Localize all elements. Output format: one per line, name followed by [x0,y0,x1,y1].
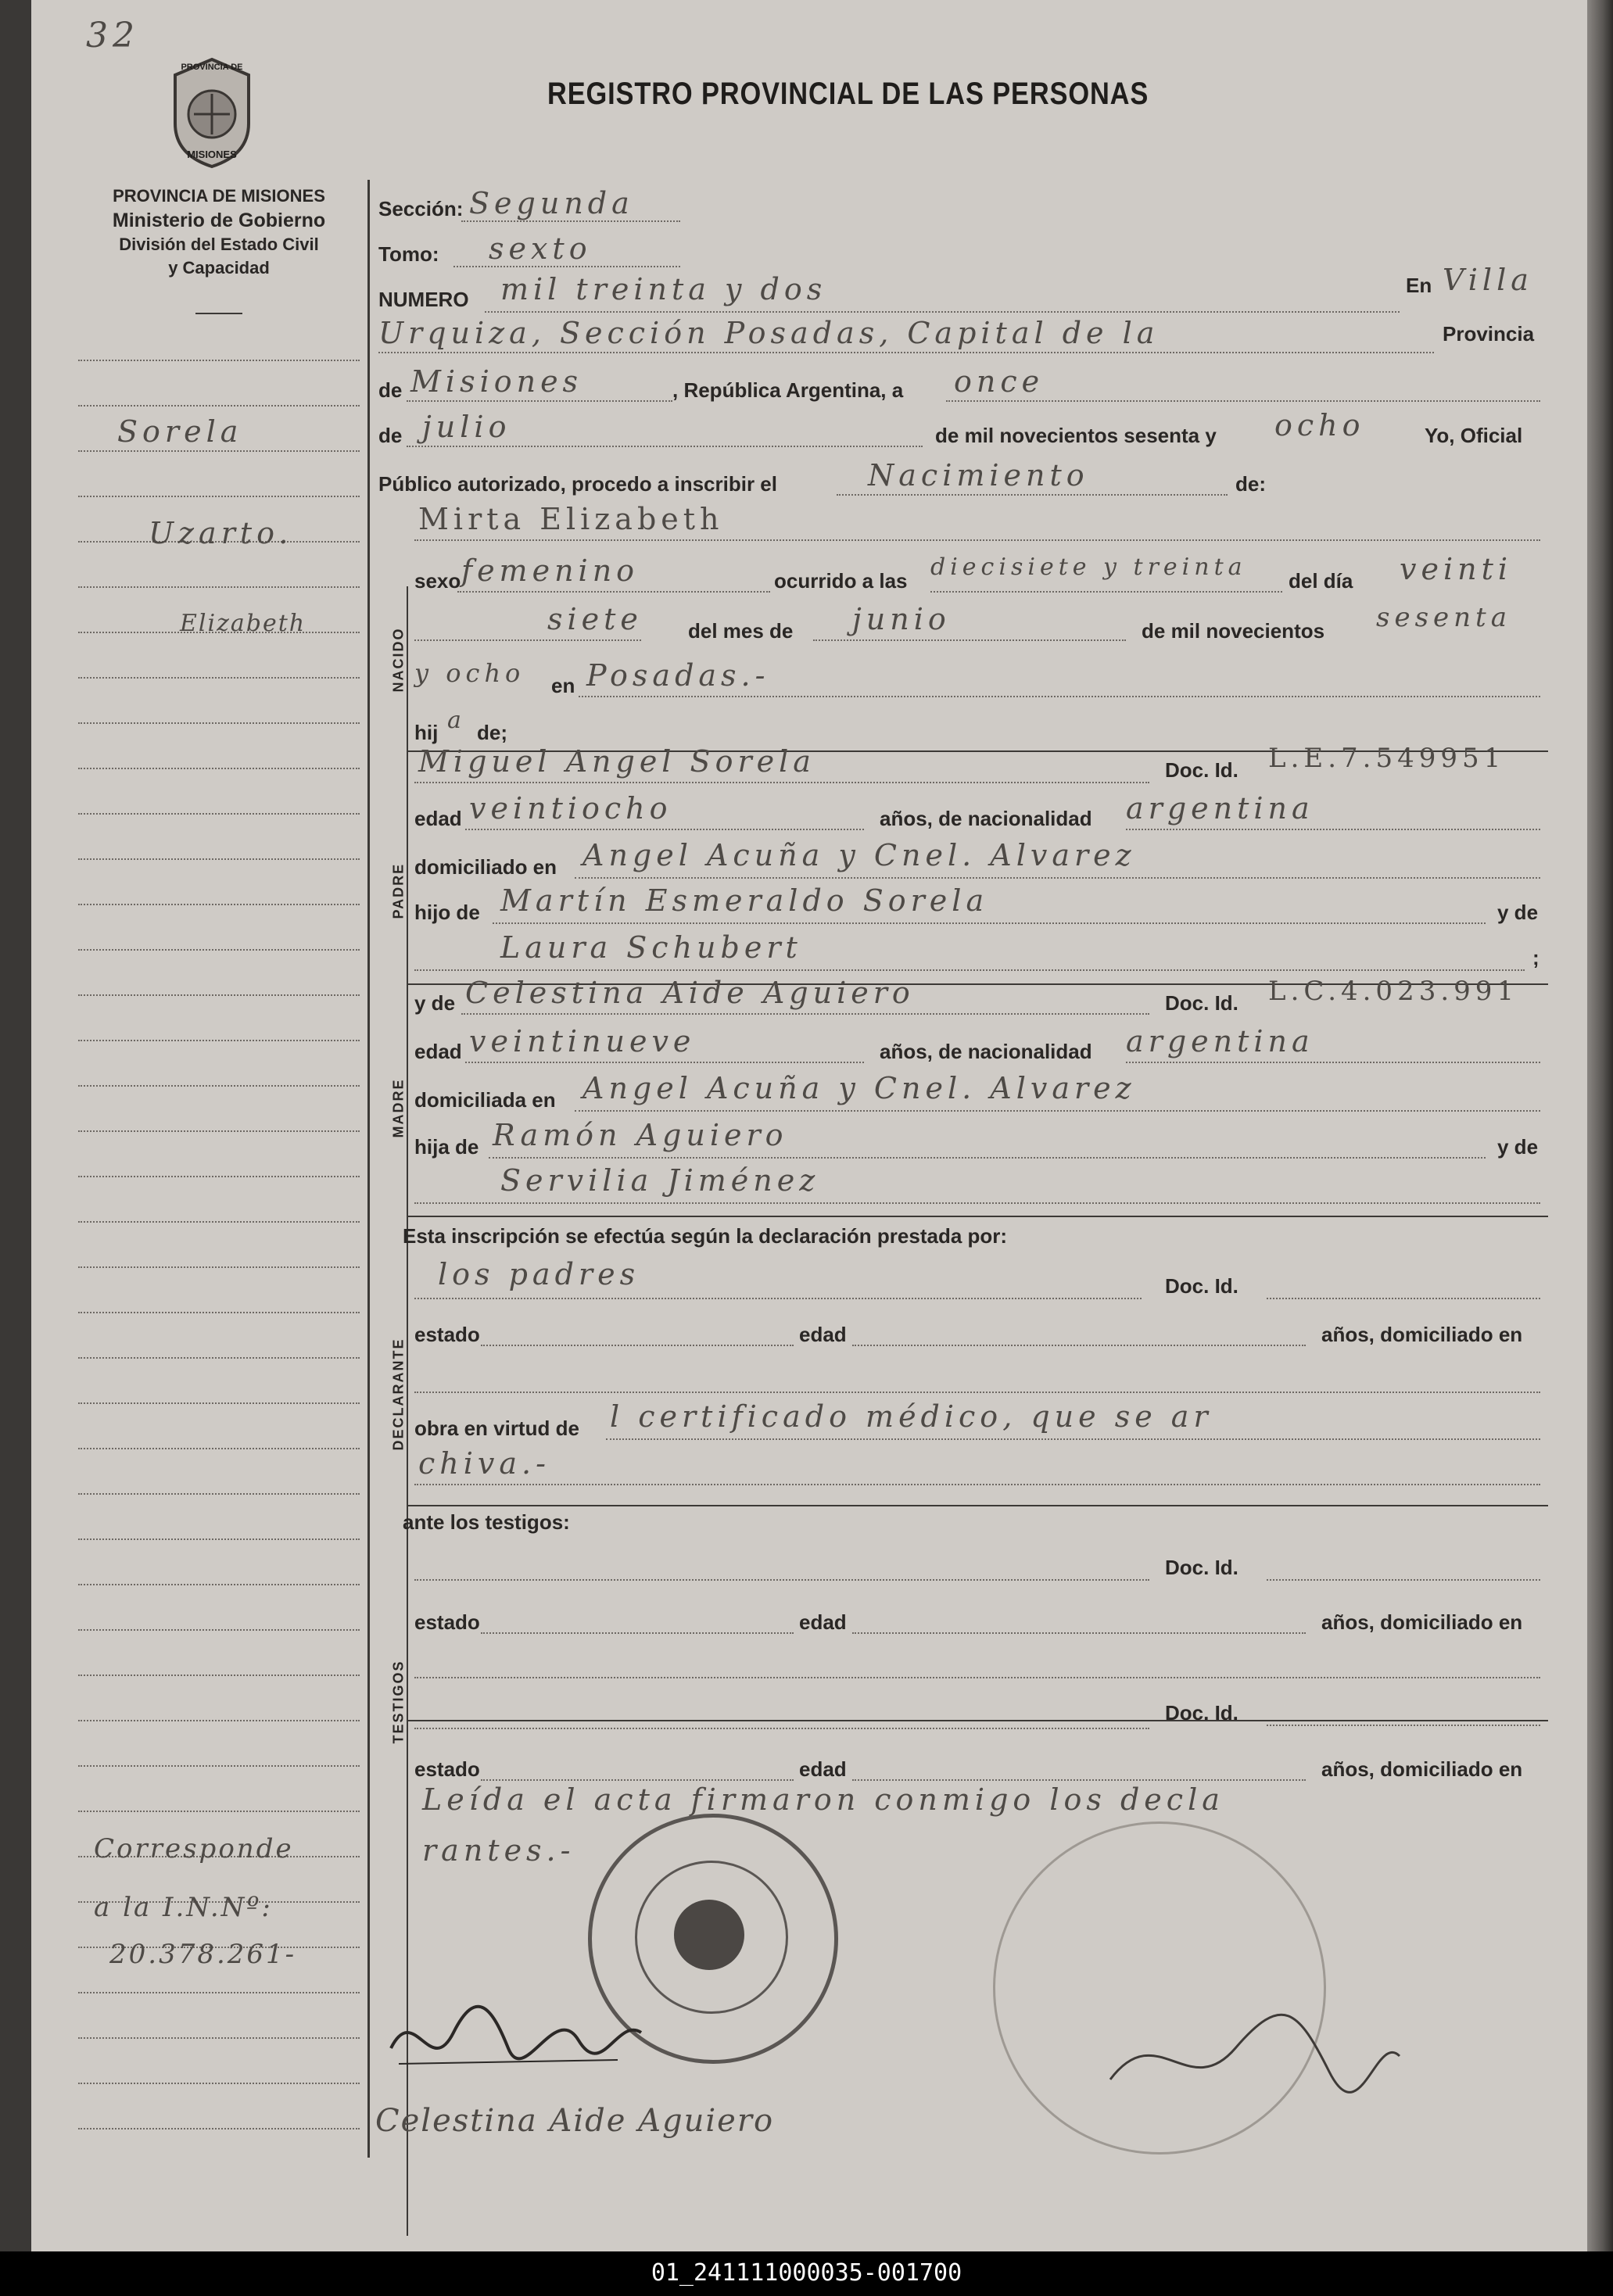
margin-ruled-line [78,2037,360,2039]
signature-mother: Celestina Aide Aguiero [375,2103,775,2139]
margin-ruled-line [78,1357,360,1359]
label-doc-testigo2: Doc. Id. [1165,1701,1238,1725]
value-padre-doc: L.E.7.549951 [1268,743,1506,774]
margin-ruled-line [78,2083,360,2084]
margin-ruled-line [78,2128,360,2129]
label-edad-testigo2: edad [799,1757,847,1781]
dots-doc-testigo1 [1267,1579,1540,1581]
signature-officer-icon [383,1986,649,2087]
label-hija-de: hija de [414,1135,479,1159]
label-dom-padre: domiciliado en [414,855,557,879]
label-sexo: sexo [414,569,461,593]
label-de-mes: de [378,424,403,447]
header-underline [195,313,242,314]
margin-ruled-line [78,586,360,588]
label-mil-nov: de mil novecientos [1142,619,1325,643]
label-estado-testigo2: estado [414,1757,480,1781]
label-yo-oficial: Yo, Oficial [1425,424,1523,447]
seal-emblem-icon [674,1900,744,1970]
margin-ruled-line [78,1493,360,1495]
value-cierre: Leída el acta firmaron conmigo los decla [422,1782,1224,1817]
dots-testigo2 [414,1728,1149,1729]
label-hijo-de: hijo de [414,901,480,924]
margin-inscription-line1: Corresponde [94,1833,294,1864]
label-provincia: Provincia [1443,322,1535,346]
value-madre-doc: L.C.4.023.991 [1268,976,1519,1007]
value-numero: mil treinta y dos [500,272,827,306]
label-edad-padre: edad [414,807,462,830]
margin-ruled-line [78,722,360,724]
margin-ruled-line [78,1266,360,1268]
label-seccion: Sección: [378,197,464,220]
margin-ruled-line [78,949,360,951]
dots-edad-testigo1 [852,1632,1306,1634]
dots-lugar [378,352,1434,353]
margin-ruled-line [78,768,360,769]
value-obra2: chiva.- [418,1446,550,1481]
section-label-nacido: NACIDO [390,627,407,693]
dots-provincia [407,400,672,402]
margin-ruled-line [78,1312,360,1313]
header-ministry: Ministerio de Gobierno [112,210,326,231]
dots-tomo [453,266,680,267]
dots-abuela-m [414,1202,1540,1204]
margin-inscription-line2: a la I.N.Nº: [94,1892,273,1923]
value-acto: Nacimiento [868,458,1089,493]
scan-id-caption: 01_241111000035-001700 [651,2259,962,2287]
label-de-provincia: de [378,378,403,402]
value-lugar: Urquiza, Sección Posadas, Capital de la [378,316,1160,350]
label-ocurrido: ocurrido a las [774,569,908,593]
value-anio-nac: sesenta [1376,602,1511,633]
section-label-padre: PADRE [390,862,407,919]
margin-ruled-line [78,1130,360,1132]
dots-abuelo [493,922,1486,924]
dots-declarante [414,1298,1142,1299]
value-nombre: Mirta Elizabeth [418,502,724,536]
signature-registrar-icon [1095,1986,1407,2142]
value-provincia: Misiones [410,364,583,399]
value-madre-nombre: Celestina Aide Aguiero [465,976,915,1010]
section-label-testigos: TESTIGOS [390,1660,407,1744]
header-division: División del Estado Civil [119,235,319,254]
label-en: En [1406,274,1432,297]
dots-estado-testigo1 [481,1632,794,1634]
label-estado-declarante: estado [414,1323,480,1346]
margin-ruled-line [78,405,360,407]
label-en-lugar: en [551,674,575,697]
margin-note-middle: Uzarto. [149,516,293,550]
margin-ruled-line [78,1085,360,1087]
label-hij: hij [414,721,439,744]
dots-mes [407,446,923,447]
margin-rule [367,180,370,2158]
value-padre-dom: Angel Acuña y Cnel. Alvarez [582,838,1136,872]
dots-estado-declarante [481,1345,794,1346]
dots-mes-nac [813,639,1126,641]
dots-edad-testigo2 [852,1779,1306,1781]
margin-ruled-line [78,813,360,815]
value-anio: ocho [1274,408,1365,442]
dots-nac-madre [1126,1062,1540,1063]
page-title: REGISTRO PROVINCIAL DE LAS PERSONAS [547,77,1149,111]
value-en: Villa [1443,263,1533,297]
label-de-mil: de mil novecientos sesenta y [935,424,1217,447]
label-nac-padre: años, de nacionalidad [880,807,1092,830]
value-anio-nac2: y ocho [414,658,525,688]
label-y-de-madre2: y de [1497,1135,1539,1159]
value-madre-dom: Angel Acuña y Cnel. Alvarez [582,1071,1136,1105]
label-tomo: Tomo: [378,242,439,266]
margin-ruled-line [78,1765,360,1767]
emblem-text-top: PROVINCIA DE [181,63,243,72]
margin-ruled-line [78,1720,360,1721]
label-anios-dom-testigo2: años, domiciliado en [1321,1757,1523,1781]
value-abuela: Laura Schubert [500,930,802,965]
section-label-madre: MADRE [390,1078,407,1138]
value-sexo: femenino [461,553,640,588]
label-edad-madre: edad [414,1040,462,1063]
dots-dom-padre [575,877,1540,879]
label-estado-testigo1: estado [414,1610,480,1634]
dots-nac-padre [1126,829,1540,830]
value-mes: julio [422,410,511,444]
dots-seccion [461,220,680,222]
dots-doc-testigo2 [1267,1725,1540,1726]
dots-dom-madre [575,1110,1540,1112]
separator-madre [407,1216,1548,1217]
value-dia: once [954,364,1045,399]
margin-ruled-line [78,1675,360,1676]
label-republica: , República Argentina, a [672,378,904,402]
dots-numero [485,311,1400,313]
dots-dom-declarante [414,1392,1540,1393]
book-binding [1587,0,1613,2251]
value-hij-suffix: a [447,707,466,734]
header-capacity: y Capacidad [168,258,270,278]
value-declarante: los padres [438,1257,640,1291]
value-seccion: Segunda [469,186,634,220]
dots-abuelo-m [489,1157,1486,1159]
label-doc-madre: Doc. Id. [1165,991,1238,1015]
label-edad-declarante: edad [799,1323,847,1346]
label-y-de-madre: y de [414,991,456,1015]
dots-padre [414,782,1149,783]
margin-ruled-line [78,1811,360,1812]
dots-edad-madre [465,1062,864,1063]
dots-lugar-nac [579,696,1540,697]
label-semicolon: ; [1532,946,1540,969]
dots-edad-padre [465,829,864,830]
value-madre-nac: argentina [1126,1024,1314,1058]
margin-ruled-line [78,994,360,996]
label-de-colon: de: [1235,472,1266,496]
value-padre-nombre: Miguel Angel Sorela [418,744,815,779]
separator-testigos [407,1720,1548,1721]
dots-estado-testigo2 [481,1779,794,1781]
value-abuelo-m: Ramón Aguiero [493,1118,788,1152]
dots-hora [930,591,1282,593]
margin-ruled-line [78,904,360,905]
label-doc-declarante: Doc. Id. [1165,1274,1238,1298]
value-dia-nac: veinti [1400,552,1513,586]
value-cierre2: rantes.- [422,1833,575,1868]
dots-dia-nac2 [414,639,641,641]
margin-ruled-line [78,1040,360,1041]
margin-ruled-line [78,1448,360,1449]
value-padre-edad: veintiocho [469,791,672,826]
dots-sexo [457,591,770,593]
label-doc-padre: Doc. Id. [1165,758,1238,782]
dots-abuela [414,969,1525,971]
margin-ruled-line [78,496,360,497]
label-testigos: ante los testigos: [403,1510,570,1534]
label-numero: NUMERO [378,288,469,311]
dots-acto [837,494,1228,496]
dots-nombre [414,539,1540,541]
value-lugar-nac: Posadas.- [586,658,770,693]
label-del-dia: del día [1289,569,1353,593]
label-anios-dom-declarante: años, domiciliado en [1321,1323,1523,1346]
label-del-mes: del mes de [688,619,794,643]
margin-ruled-line [78,1629,360,1631]
margin-ruled-line [78,450,360,452]
margin-ruled-line [78,1402,360,1404]
label-dom-madre: domiciliada en [414,1088,556,1112]
dots-dia [946,400,1540,402]
emblem-text-bottom: MISIONES [187,149,237,160]
margin-ruled-line [78,1992,360,1993]
margin-note-surname: Sorela [117,414,243,449]
dots-obra [606,1438,1540,1440]
label-doc-testigo1: Doc. Id. [1165,1556,1238,1579]
value-obra: l certificado médico, que se ar [610,1399,1213,1434]
margin-ruled-line [78,1584,360,1585]
dots-madre [461,1013,1149,1015]
dots-testigo1 [414,1579,1149,1581]
label-declaracion: Esta inscripción se efectúa según la declaración prestada por: [403,1224,1008,1248]
value-madre-edad: veintinueve [469,1024,696,1058]
label-edad-testigo1: edad [799,1610,847,1634]
value-mes-nac: junio [852,602,951,636]
section-label-declarante: DECLARANTE [390,1338,407,1451]
value-tomo: sexto [489,231,592,266]
value-dia-nac2: siete [547,602,643,636]
value-abuela-m: Servilia Jiménez [500,1163,820,1198]
margin-ruled-line [78,360,360,361]
margin-ruled-line [78,858,360,860]
value-hora: diecisiete y treinta [930,553,1247,581]
margin-ruled-line [78,1221,360,1223]
dots-doc-declarante [1267,1298,1540,1299]
page-number: 32 [86,16,139,56]
label-publico: Público autorizado, procedo a inscribir el [378,472,777,496]
value-abuelo: Martín Esmeraldo Sorela [500,883,989,918]
separator-declarante [407,1505,1548,1506]
header-province: PROVINCIA DE MISIONES [113,186,325,206]
margin-ruled-line [78,1176,360,1177]
margin-ruled-line [78,677,360,679]
label-nac-madre: años, de nacionalidad [880,1040,1092,1063]
margin-ruled-line [78,1538,360,1540]
label-de-semi: de; [477,721,507,744]
margin-inscription-line3: 20.378.261- [109,1939,297,1970]
dots-edad-declarante [852,1345,1306,1346]
label-obra: obra en virtud de [414,1417,579,1440]
label-anios-dom-testigo1: años, domiciliado en [1321,1610,1523,1634]
value-padre-nac: argentina [1126,791,1314,826]
dots-obra2 [414,1484,1540,1485]
dots-dom-testigo1 [414,1677,1540,1678]
label-y-de-padre: y de [1497,901,1539,924]
margin-note-name: Elizabeth [180,610,306,637]
